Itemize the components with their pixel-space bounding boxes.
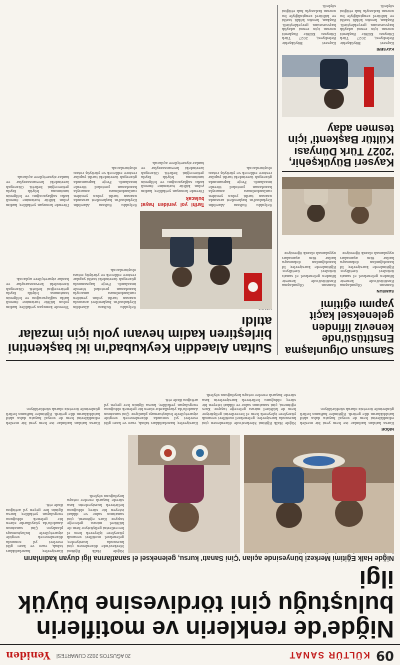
- section-divider: [6, 360, 394, 361]
- second-story-pull-quote: Tarihi yol yeniden hayat bulacak: [141, 195, 205, 207]
- main-story-deck: Niğde Halk Eğitimi Merkezi bünyesinde açılan 'Çini Sanatı' kursu, geleneksel el sanatlarına ilgi duyan kadınların: [23, 554, 394, 562]
- sidebar-bottom-byline: KAYSERİ: [376, 47, 394, 53]
- second-story-paragraph: Törende konuşan yetkililer, kadim yolun kültür turizmine önemli katkı sağlayacağını ve bölgenin tanıtımına büyük fayda getireceğini belirtti. Güzergah üzerindeki kervansaraylar ve hanlar ziyaretçilere açılacak.: [6, 277, 69, 309]
- second-story-paragraph: Törende konuşan yetkililer, kadim yolun kültür turizmine önemli katkı sağlayacağını ve bölgenin tanıtımına büyük fayda getireceğini belirtti. Güzergah üzerindeki kervansaraylar ve hanlar ziyaretçilere açılacak.: [141, 161, 205, 193]
- section-title: KÜLTÜR SANAT: [288, 650, 370, 660]
- second-story-text-top: [6, 211, 136, 309]
- main-story-paragraph: Kursa katılan kadınlar ise hem yeni bir meslek edindiklerini hem de sosyal hayata daha aktif katıldıklarını dile getirdi. Eğitimler haftanın belirli günlerinde ücretsiz olarak sürdürülüyor.: [6, 407, 100, 425]
- main-story-photo-small: [128, 435, 240, 553]
- main-story-paragraph: Kursiyerler, hazırladıkları tabak, vazo ve karo gibi eserleri yıl sonunda düzenlenecek sergide ziyaretçilerle buluşturmayı planlıyor. Çini sanatının Anadolu'da yüzyıllardır süren bir gelenek olduğunu vurgulayan yetkililer, kursa ilginin her geçen yıl arttığını ifade etti.: [6, 503, 63, 553]
- main-story-photo-large: [244, 435, 394, 553]
- second-story: [6, 306, 272, 355]
- main-story-headline-block: [6, 545, 394, 641]
- main-story-paragraph: Kursa katılan kadınlar ise hem yeni bir meslek edindiklerini hem de sosyal hayata daha aktif katıldıklarını dile getirdi. Eğitimler haftanın belirli günlerinde ücretsiz olarak sürdürülüyor.: [300, 407, 394, 425]
- second-story-paragraph: Selçuklu Sultanı Alaeddin Keykubad'ın başkentleri arasında uzanan tarihi yolun yeniden canlandırılması amacıyla hazırlanan protokol törenle imzalandı. Proje kapsamında güzergah üzerindeki tarihi yapılar restore edilecek ve yürüyüş rotası oluşturulacak.: [73, 268, 136, 309]
- sidebar-top-photo: [282, 177, 394, 235]
- sidebar-top-byline: SAMSUN: [376, 289, 394, 295]
- issue-date: 20 AĞUSTOS 2022 CUMARTESİ: [56, 652, 131, 658]
- main-story-text-right: [6, 435, 124, 553]
- sidebar-bottom-body: Kayseri Büyükşehir Belediyesi, 2027 Türk Dünyası Kültür Başkenti unvanı için resmi adaylık başvurusunu gerçekleştirdi. Başkan, kentin köklü tarihi ve kültürel zenginliğiyle bu unvanı fazlasıyla hak ettiğini söyledi.: [340, 4, 394, 46]
- page-header: [0, 644, 400, 665]
- newspaper-logo: Yeniden: [6, 649, 51, 661]
- main-story-byline: NİĞDE: [381, 427, 394, 432]
- main-story-headline: Niğde'de renklerin ve motiflerin buluştuğu çini tördivesine büyük ilgi: [17, 564, 394, 642]
- main-story-paragraph: Niğde Halk Eğitimi Merkezi'nde düzenlenen çini kursunda kursiyerler, geleneksel motifleri seramik yüzeylere işleyerek hem el becerilerini geliştiriyor hem de kültürel mirası geleceğe taşıyor. Kurs eğitmeni, çini sanatının sabır ve dikkat isteyen bir süreç olduğunu belirterek kursiyerlerin kısa sürede başarılı eserler ortaya koyduğunu söyledi.: [67, 493, 124, 553]
- sidebar-bottom-headline: Kayseri Büyükşehir, '2027 Türk Dünyası Kültür Başkenti' için tesmen aday: [288, 121, 394, 169]
- sidebar-top-body: Samsun Olgunlaşma Enstitüsü'nde kenevir lifinden geleneksel el sanatı ürünleri üretiliyor. Eğitimlerde kursiyerler, lif hazırlığından dokumaya kadar tüm aşamaları uygulamalı olarak öğreniyor.: [282, 251, 336, 288]
- second-story-paragraph: Törende konuşan yetkililer, kadim yolun kültür turizmine önemli katkı sağlayacağını ve bölgenin tanıtımına büyük fayda getireceğini belirtti. Güzergah üzerindeki kervansaraylar ve hanlar ziyaretçilere açılacak.: [6, 175, 70, 207]
- sidebar-top-body: Samsun Olgunlaşma Enstitüsü'nde kenevir lifinden geleneksel el sanatı ürünleri üretiliyor. Eğitimlerde kursiyerler, lif hazırlığından dokumaya kadar tüm aşamaları uygulamalı olarak öğreniyor.: [340, 251, 394, 288]
- main-story-paragraph: Kursiyerler, hazırladıkları tabak, vazo ve karo gibi eserleri yıl sonunda düzenlenecek sergide ziyaretçilerle buluşturmayı planlıyor. Çini sanatının Anadolu'da yüzyıllardır süren bir gelenek olduğunu vurgulayan yetkililer, kursa ilginin her geçen yıl arttığını ifade etti.: [104, 398, 198, 425]
- column-divider: [277, 5, 278, 355]
- page-number: 09: [375, 647, 394, 663]
- second-story-paragraph: Selçuklu Sultanı Alaeddin Keykubad'ın başkentleri arasında uzanan tarihi yolun yeniden canlandırılması amacıyla hazırlanan protokol törenle imzalandı. Proje kapsamında güzergah üzerindeki tarihi yapılar restore edilecek ve yürüyüş rotası oluşturulacak.: [208, 166, 272, 207]
- second-story-photo: [140, 211, 272, 309]
- sidebar-top-headline: Samsun Olgunlaşma Enstitüsü'nde keneviz lifinden geleneksel kaçit yapımı eğitimi: [285, 297, 394, 356]
- sidebar-divider: [282, 171, 394, 172]
- second-story-paragraph: Selçuklu Sultanı Alaeddin Keykubad'ın başkentleri arasında uzanan tarihi yolun yeniden canlandırılması amacıyla hazırlanan protokol törenle imzalandı. Proje kapsamında güzergah üzerindeki tarihi yapılar restore edilecek ve yürüyüş rotası oluşturulacak.: [73, 166, 137, 207]
- sidebar-bottom-photo: [282, 55, 394, 117]
- sidebar: [282, 5, 394, 355]
- second-story-text-bottom: [6, 7, 272, 207]
- second-story-headline: Sultan Alaeddin Keykubad'ın iki başkentini birleştiren kadim hevanı yolu için imzalar atıldı: [7, 313, 272, 356]
- main-story-paragraph: Niğde Halk Eğitimi Merkezi'nde düzenlenen çini kursunda kursiyerler, geleneksel motifleri seramik yüzeylere işleyerek hem el becerilerini geliştiriyor hem de kültürel mirası geleceğe taşıyor. Kurs eğitmeni, çini sanatının sabır ve dikkat isteyen bir süreç olduğunu belirterek kursiyerlerin kısa sürede başarılı eserler ortaya koyduğunu söyledi.: [202, 393, 296, 425]
- sidebar-bottom-body: Kayseri Büyükşehir Belediyesi, 2027 Türk Dünyası Kültür Başkenti unvanı için resmi adaylık başvurusunu gerçekleştirdi. Başkan, kentin köklü tarihi ve kültürel zenginliğiyle bu unvanı fazlasıyla hak ettiğini söyledi.: [282, 4, 336, 46]
- second-story-pullquote-column: [141, 7, 205, 207]
- main-story-lower: [6, 363, 394, 432]
